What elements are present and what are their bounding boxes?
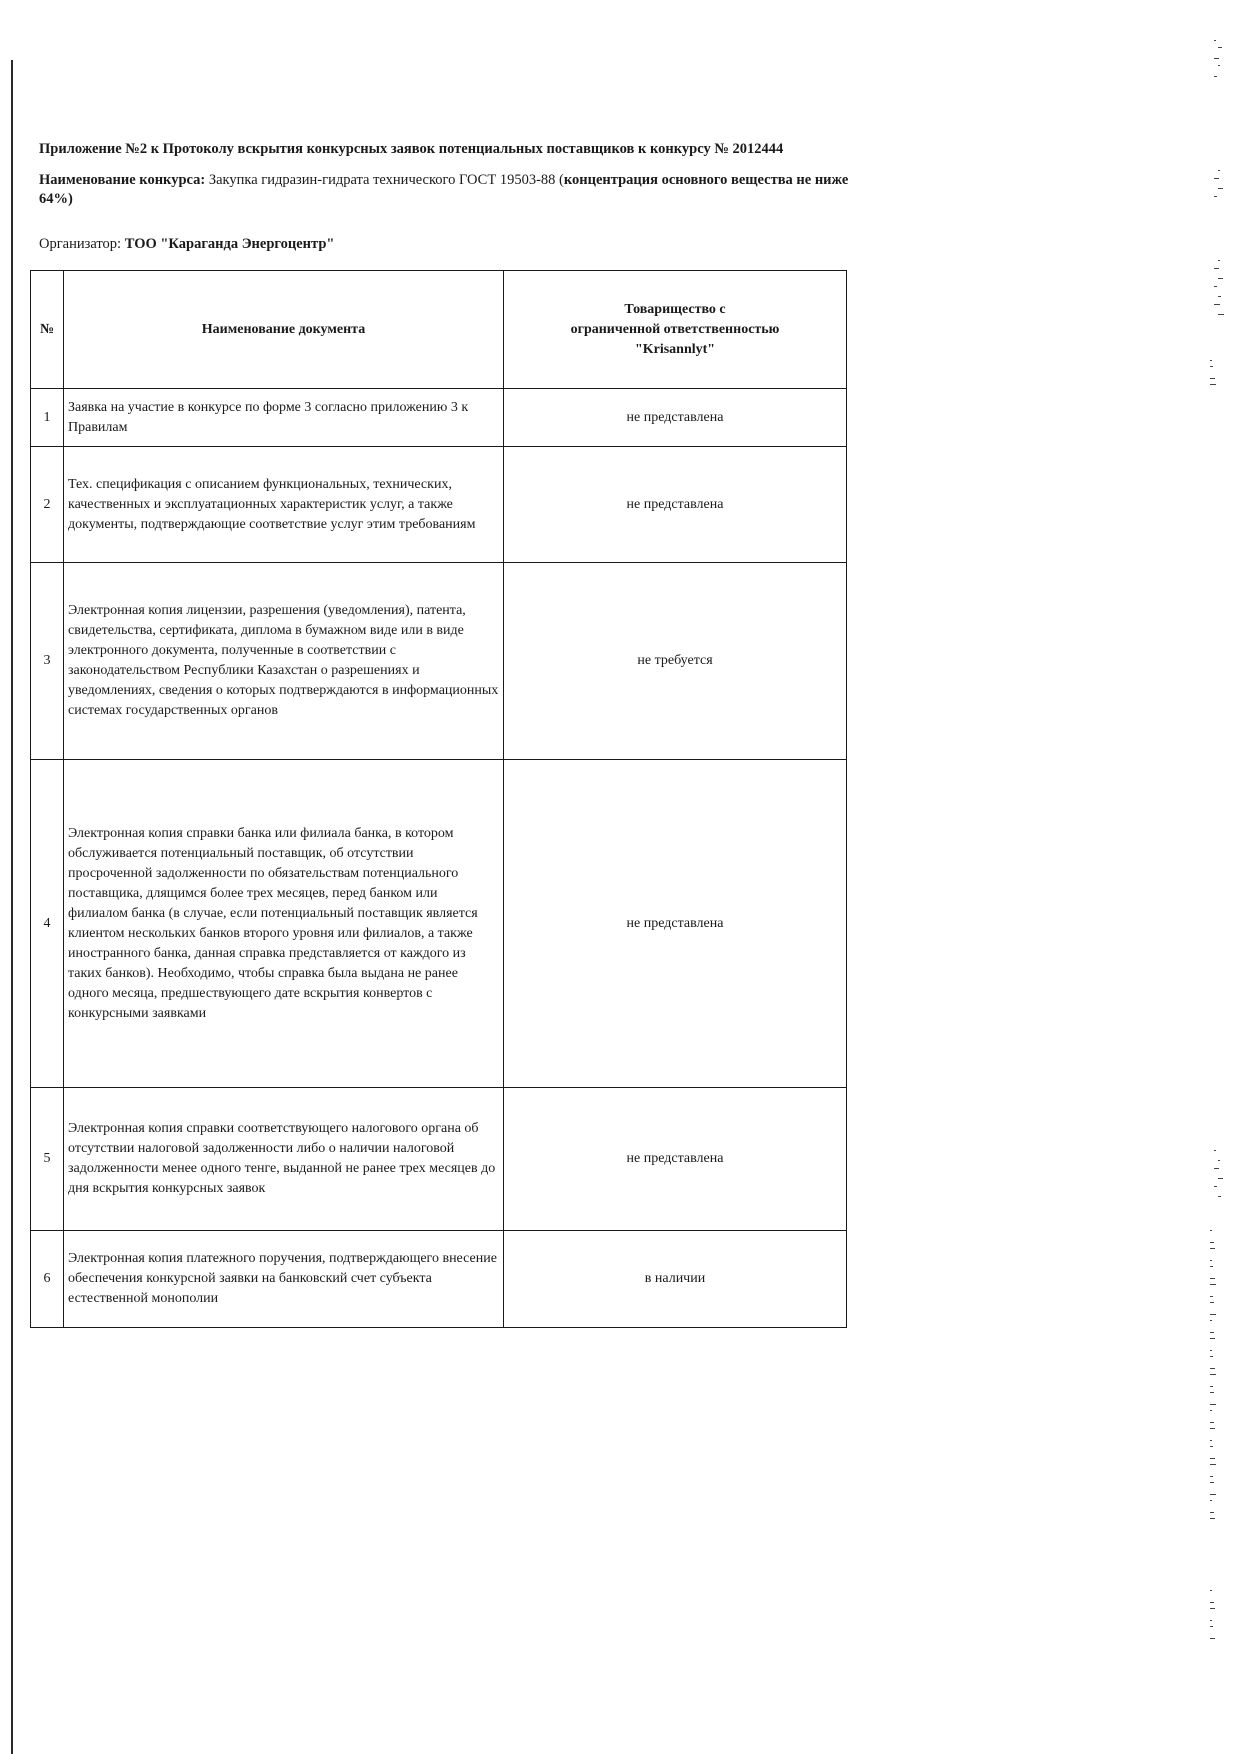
scan-mark (1210, 1314, 1216, 1315)
scan-mark (1210, 1284, 1216, 1285)
tender-name (39, 171, 849, 209)
scan-mark (1210, 1320, 1212, 1321)
scan-mark (1214, 268, 1219, 269)
scan-mark (1210, 1638, 1215, 1639)
row-document-name: Электронная копия лицензии, разрешения (уведомления), патента, свидетельства, сертификата, диплома в бумажном виде или в виде электронного документа, полученные в соответствии с законодательством Республики Казахстан о разрешениях и уведомлениях, сведения о которых подтверждаются в информационных системах государственных органов (64, 563, 504, 760)
scan-mark (1210, 1482, 1214, 1483)
scan-mark (1210, 1266, 1213, 1267)
header-document-name: Наименование документа (64, 271, 504, 389)
header-num: № (31, 271, 64, 389)
scan-mark (1210, 1368, 1215, 1369)
header-supplier-line1: Товарищество с (624, 301, 726, 317)
scan-mark (1210, 378, 1215, 379)
table-header-row (31, 271, 847, 389)
scan-mark (1210, 1260, 1212, 1261)
row-status: в наличии (504, 1231, 847, 1328)
scan-mark (1210, 384, 1216, 385)
row-status: не представлена (504, 1088, 847, 1231)
scan-mark (1210, 1500, 1212, 1501)
table-row (31, 760, 847, 1088)
scan-mark (1210, 1494, 1216, 1495)
scan-mark (1218, 188, 1223, 189)
appendix-title (39, 140, 849, 159)
scan-mark (1210, 1248, 1215, 1249)
scan-mark (1218, 170, 1220, 171)
scan-mark (1210, 1464, 1216, 1465)
scan-mark (1210, 360, 1212, 361)
scan-mark (1210, 1332, 1214, 1333)
row-num: 1 (31, 389, 64, 447)
row-status: не представлена (504, 447, 847, 563)
scan-mark (1210, 366, 1213, 367)
row-num: 3 (31, 563, 64, 760)
table-row (31, 563, 847, 760)
scan-mark (1210, 1428, 1215, 1429)
scan-mark (1218, 1196, 1221, 1197)
scan-mark (1210, 1404, 1216, 1405)
scan-mark (1210, 1392, 1214, 1393)
header-supplier-line3: "Krisannlyt" (634, 341, 716, 357)
scan-mark (1214, 178, 1219, 179)
scan-mark (1214, 1168, 1219, 1169)
row-document-name: Электронная копия платежного поручения, подтверждающего внесение обеспечения конкурсной заявки на банковский счет субъекта естественной монополии (64, 1231, 504, 1328)
scan-mark (1210, 1608, 1215, 1609)
scan-mark (1210, 1386, 1213, 1387)
row-num: 4 (31, 760, 64, 1088)
scan-mark (1218, 314, 1224, 315)
scan-mark (1210, 1626, 1213, 1627)
scan-mark (1210, 1278, 1215, 1279)
header-supplier (504, 271, 847, 389)
scan-mark (1210, 1410, 1212, 1411)
row-document-name: Заявка на участие в конкурсе по форме 3 согласно приложению 3 к Правилам (64, 389, 504, 447)
scan-mark (1218, 1160, 1220, 1161)
organizer-text: ТОО "Караганда Энергоцентр" (124, 236, 335, 252)
scan-mark (1210, 1338, 1215, 1339)
row-num: 6 (31, 1231, 64, 1328)
scan-mark (1210, 1440, 1212, 1441)
scan-mark (1218, 1178, 1223, 1179)
tender-name-bold: концентрация основного вещества не ниже 64%) (39, 172, 849, 207)
scan-mark (1218, 260, 1220, 261)
header-supplier-line2: ограниченной ответственностью (570, 321, 780, 337)
scan-mark (1210, 1446, 1213, 1447)
row-document-name: Электронная копия справки банка или филиала банка, в котором обслуживается потенциальный поставщик, об отсутствии просроченной задолженности по обязательствам потенциального поставщика, длящимся более трех месяцев, перед банком или филиалом банка (в случае, если потенциальный поставщик является клиентом нескольких банков второго уровня или филиалов, а также иностранного банка, данная справка представляется от каждого из таких банков). Необходимо, чтобы справка была выдана не ранее одного месяца, предшествующего дате вскрытия конвертов с конкурсными заявками (64, 760, 504, 1088)
scan-mark (1210, 1374, 1216, 1375)
scan-mark (1210, 1602, 1214, 1603)
organizer-label: Организатор: (39, 236, 122, 252)
scan-mark (1214, 304, 1220, 305)
scan-mark (1210, 1296, 1213, 1297)
scan-mark (1210, 1476, 1213, 1477)
scan-mark (1210, 1242, 1214, 1243)
scan-mark (1214, 58, 1219, 59)
scan-mark (1210, 1422, 1214, 1423)
scan-mark (1214, 1150, 1216, 1151)
scan-margin-marks (1200, 0, 1240, 1754)
organizer (39, 235, 849, 254)
scan-mark (1218, 65, 1220, 66)
scan-mark (1210, 1350, 1212, 1351)
row-num: 2 (31, 447, 64, 563)
scan-mark (1210, 1620, 1212, 1621)
scan-mark (1214, 196, 1217, 197)
appendix-title-text: Приложение №2 к Протоколу вскрытия конкурсных заявок потенциальных поставщиков к конкурсу № 2012444 (39, 141, 784, 157)
scan-mark (1218, 47, 1222, 48)
row-status: не требуется (504, 563, 847, 760)
scan-edge-line (11, 60, 13, 1754)
scan-mark (1214, 1186, 1217, 1187)
scan-mark (1210, 1458, 1215, 1459)
table-row (31, 389, 847, 447)
scan-mark (1210, 1512, 1214, 1513)
table-row (31, 447, 847, 563)
scan-mark (1214, 76, 1217, 77)
row-document-name: Электронная копия справки соответствующего налогового органа об отсутствии налоговой задолженности либо о наличии налоговой задолженности менее одного тенге, выданной не ранее трех месяцев до дня вскрытия конкурсных заявок (64, 1088, 504, 1231)
row-num: 5 (31, 1088, 64, 1231)
scan-mark (1218, 296, 1221, 297)
row-status: не представлена (504, 760, 847, 1088)
scan-mark (1214, 286, 1217, 287)
table-row (31, 1088, 847, 1231)
tender-name-label: Наименование конкурса: (39, 172, 206, 188)
scan-mark (1210, 1302, 1214, 1303)
row-document-name: Тех. спецификация с описанием функциональных, технических, качественных и эксплуатационных характеристик услуг, а также документы, подтверждающие соответствие услуг этим требованиям (64, 447, 504, 563)
scan-mark (1210, 1590, 1212, 1591)
scan-mark (1210, 1230, 1212, 1231)
scan-mark (1210, 1356, 1213, 1357)
scan-mark (1218, 278, 1223, 279)
scan-mark (1214, 40, 1216, 41)
row-status: не представлена (504, 389, 847, 447)
tender-name-text: Закупка гидразин-гидрата технического ГОСТ 19503-88 ( (208, 172, 564, 188)
scan-mark (1210, 1518, 1215, 1519)
documents-table (30, 270, 847, 1328)
table-row (31, 1231, 847, 1328)
